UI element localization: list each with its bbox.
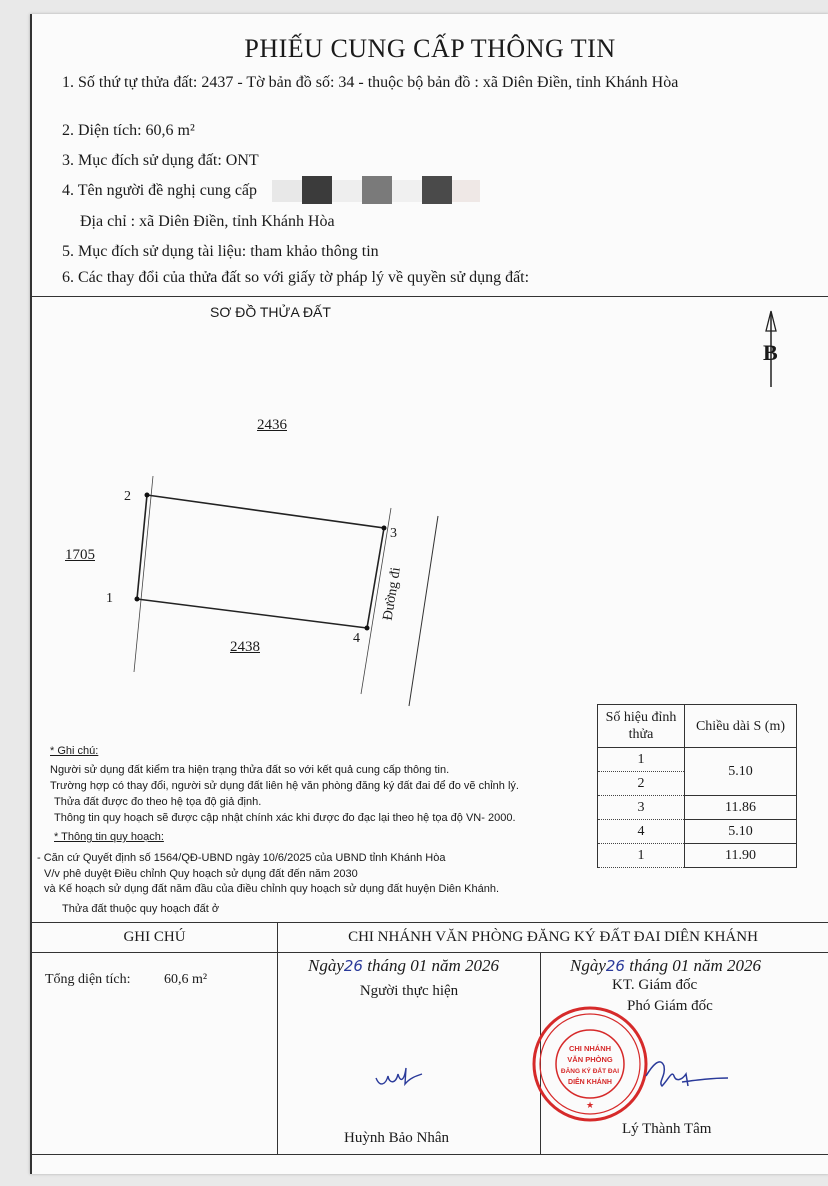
performer-name: Huỳnh Bảo Nhân	[344, 1130, 449, 1146]
neighbor-parcel-west: 1705	[65, 547, 95, 563]
handwritten-day: 26	[343, 957, 363, 975]
notes-heading: * Ghi chú:	[50, 745, 99, 757]
parcel-diagram	[32, 444, 482, 724]
document-title: PHIẾU CUNG CẤP THÔNG TIN	[244, 34, 616, 63]
vertex-cell: 1	[598, 844, 685, 868]
table-row	[598, 844, 797, 868]
stamp-text-line: ĐĂNG KÝ ĐẤT ĐAI	[560, 1068, 620, 1075]
vertex-length-table	[597, 704, 797, 868]
length-cell: 5.10	[685, 820, 797, 844]
parcel-info-line: 1. Số thứ tự thửa đất: 2437 - Tờ bản đồ số: 34 - thuộc bộ bản đồ : xã Diên Điền, tỉnh Khánh Hòa	[62, 74, 679, 91]
road-label: Đường đi	[380, 566, 404, 622]
vertex-cell: 2	[598, 772, 685, 796]
address-line: Địa chỉ : xã Diên Điền, tỉnh Khánh Hòa	[80, 213, 335, 230]
stamp-text-line: DIÊN KHÁNH	[568, 1079, 612, 1086]
footer-top-rule	[32, 922, 828, 923]
vertex-4	[365, 626, 370, 631]
vertex-cell: 4	[598, 820, 685, 844]
note-line: Thửa đất được đo theo hệ tọa độ giả định.	[54, 796, 262, 808]
redacted-name	[272, 176, 482, 204]
deputy-title: Phó Giám đốc	[627, 998, 713, 1014]
note-line: Trường hợp có thay đổi, người sử dụng đất liên hệ văn phòng đăng ký đất đai để đo vẽ chỉnh lý.	[50, 780, 519, 792]
length-cell: 11.86	[685, 796, 797, 820]
footer-bottom-rule	[32, 1154, 828, 1155]
vertex-label-3: 3	[390, 526, 397, 541]
neighbor-parcel-north: 2436	[257, 417, 287, 433]
office-seal-stamp	[530, 1004, 650, 1124]
note-line: Thông tin quy hoạch sẽ được cập nhật chính xác khi được đo đạc lại theo hệ tọa độ VN- 2000.	[54, 812, 516, 824]
vertex-label-1: 1	[106, 591, 113, 606]
edge-2-1	[137, 495, 147, 599]
neighbor-parcel-south: 2438	[230, 639, 260, 655]
changes-line: 6. Các thay đổi của thửa đất so với giấy tờ pháp lý về quyền sử dụng đất:	[62, 269, 530, 286]
footer-header-rule	[32, 952, 828, 953]
signer-signature	[642, 1046, 732, 1096]
table-row	[598, 820, 797, 844]
diagram-heading: SƠ ĐỒ THỬA ĐẤT	[210, 304, 331, 320]
vertex-1	[135, 597, 140, 602]
col-vertex-header: Số hiệu đỉnh thửa	[598, 705, 685, 748]
svg-text:★: ★	[585, 1100, 595, 1110]
total-area-label: Tổng diện tích:	[45, 972, 131, 987]
table-row	[598, 796, 797, 820]
edge-1-4	[137, 599, 367, 628]
planning-line: và Kế hoạch sử dụng đất năm đầu của điều chỉnh quy hoạch sử dụng đất huyện Diên Khánh.	[44, 883, 500, 895]
footer-divider-1	[277, 922, 278, 1154]
handwritten-day: 26	[605, 957, 625, 975]
edge-2-3	[147, 495, 384, 528]
planning-line: - Căn cứ Quyết định số 1564/QĐ-UBND ngày 10/6/2025 của UBND tỉnh Khánh Hòa	[37, 852, 446, 864]
stamp-text-line: CHI NHÁNH	[568, 1044, 612, 1053]
performer-title: Người thực hiện	[359, 983, 459, 999]
signer-name: Lý Thành Tâm	[622, 1121, 712, 1137]
stamp-text-line: VĂN PHÒNG	[567, 1055, 613, 1064]
vertex-cell: 3	[598, 796, 685, 820]
section-divider	[32, 296, 828, 297]
length-cell: 11.90	[685, 844, 797, 868]
total-area-value: 60,6 m²	[164, 972, 208, 987]
north-label: B	[763, 340, 778, 365]
director-title: KT. Giám đốc	[612, 977, 698, 993]
land-use-line: 3. Mục đích sử dụng đất: ONT	[62, 152, 259, 169]
doc-purpose-line: 5. Mục đích sử dụng tài liệu: tham khảo thông tin	[62, 243, 379, 260]
note-line: Người sử dụng đất kiểm tra hiện trạng thửa đất so với kết quả cung cấp thông tin.	[50, 764, 450, 776]
performer-signature	[372, 1054, 432, 1094]
area-line: 2. Diện tích: 60,6 m²	[62, 122, 195, 139]
planning-line: Thửa đất thuộc quy hoạch đất ở	[62, 903, 220, 915]
west-boundary-line	[134, 476, 153, 672]
planning-line: V/v phê duyệt Điều chỉnh Quy hoạch sử dụng đất đến năm 2030	[44, 868, 358, 880]
length-cell: 5.10	[685, 748, 797, 796]
planning-heading: * Thông tin quy hoạch:	[54, 831, 164, 843]
vertex-label-2: 2	[124, 489, 131, 504]
road-edge	[409, 516, 438, 706]
table-header-row	[598, 705, 797, 748]
vertex-2	[145, 493, 150, 498]
date-left: Ngày26 tháng 01 năm 2026	[308, 956, 499, 975]
table-row	[598, 748, 797, 772]
date-right: Ngày26 tháng 01 năm 2026	[570, 956, 761, 975]
vertex-3	[382, 526, 387, 531]
col-length-header: Chiều dài S (m)	[685, 705, 797, 748]
requester-line: 4. Tên người đề nghị cung cấp	[62, 182, 258, 199]
vertex-label-4: 4	[353, 631, 360, 646]
document-sheet	[30, 14, 828, 1174]
office-heading: CHI NHÁNH VĂN PHÒNG ĐĂNG KÝ ĐẤT ĐAI DIÊN KHÁNH	[348, 929, 758, 945]
vertex-cell: 1	[598, 748, 685, 772]
notes-column-heading: GHI CHÚ	[123, 929, 186, 945]
